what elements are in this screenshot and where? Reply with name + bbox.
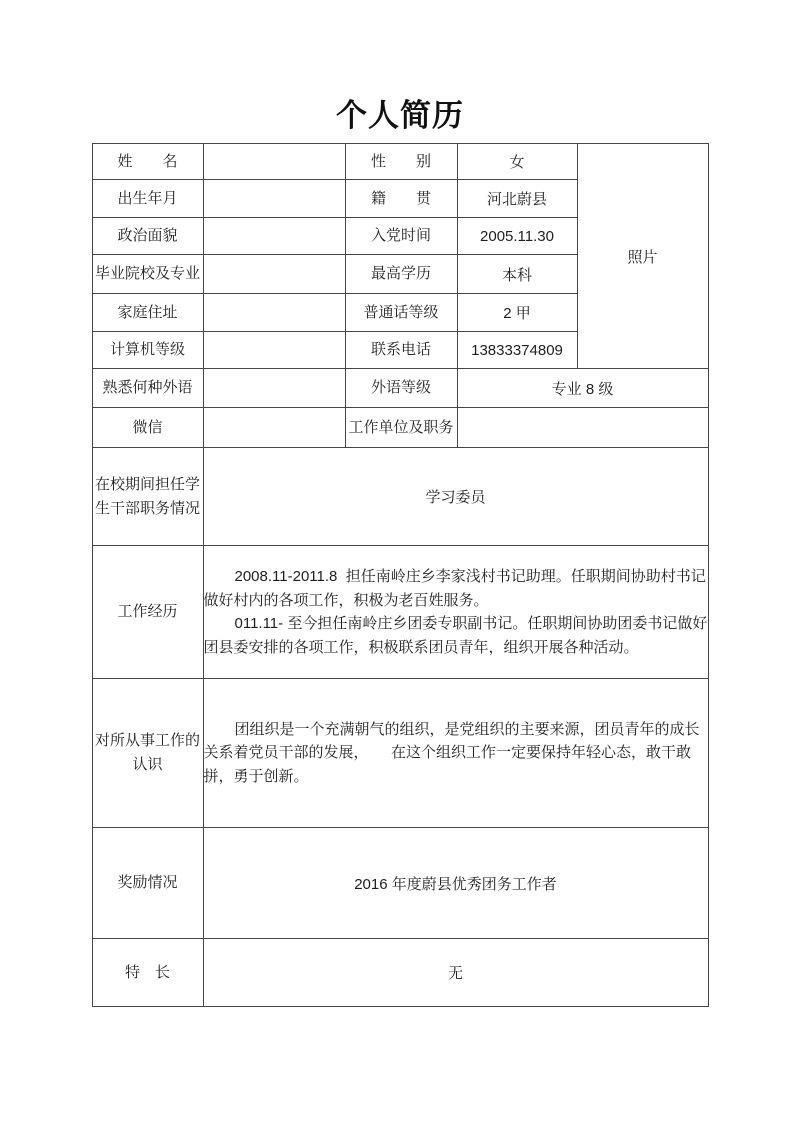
work-experience-label: 工作经历: [92, 546, 203, 679]
specialty-label: 特 长: [92, 939, 203, 1007]
phone-label: 联系电话: [345, 332, 457, 369]
home-address-value-cell: [203, 294, 345, 332]
foreign-language-value-cell: [203, 369, 345, 408]
awards-label: 奖励情况: [92, 828, 203, 939]
mandarin-level-value: 2 甲: [457, 294, 577, 332]
party-join-date-label: 入党时间: [345, 218, 457, 255]
party-join-date-value: 2005.11.30: [457, 218, 577, 255]
work-unit-value-cell: [457, 408, 708, 448]
political-status-label: 政治面貌: [92, 218, 203, 255]
table-row: [92, 369, 708, 408]
awards-value: 2016 年度蔚县优秀团务工作者: [203, 828, 708, 939]
work-understanding-paragraph-1: 团组织是一个充满朝气的组织，是党组织的主要来源，团员青年的成长关系着党员干部的发展， 在这个组织工作一定要保持年轻心态，敢干敢拼，勇于创新。: [203, 720, 700, 785]
work-understanding-label: 对所从事工作的认识: [92, 679, 203, 828]
table-row: [92, 546, 708, 679]
photo-cell: 照片: [577, 144, 708, 369]
work-understanding-content: [203, 679, 708, 828]
table-row: [92, 144, 708, 180]
highest-education-value: 本科: [457, 255, 577, 294]
work-experience-paragraph-1: 2008.11-2011.8 担任南岭庄乡李家浅村书记助理。任职期间协助村书记做好村内的各项工作，积极为老百姓服务。: [203, 568, 706, 609]
resume-table: [92, 143, 709, 1007]
name-label: 姓 名: [92, 144, 203, 180]
table-row: [92, 939, 708, 1007]
gender-label: 性 别: [345, 144, 457, 180]
computer-level-label: 计算机等级: [92, 332, 203, 369]
table-row: [92, 408, 708, 448]
page-title: 个人简历: [336, 98, 464, 133]
work-unit-label: 工作单位及职务: [345, 408, 457, 448]
wechat-value-cell: [203, 408, 345, 448]
computer-level-value-cell: [203, 332, 345, 369]
foreign-language-level-value: 专业 8 级: [457, 369, 708, 408]
birthdate-value-cell: [203, 180, 345, 218]
foreign-language-label: 熟悉何种外语: [92, 369, 203, 408]
gender-value: 女: [457, 144, 577, 180]
student-cadre-value: 学习委员: [203, 448, 708, 546]
home-address-label: 家庭住址: [92, 294, 203, 332]
specialty-value: 无: [203, 939, 708, 1007]
foreign-language-level-label: 外语等级: [345, 369, 457, 408]
political-status-value-cell: [203, 218, 345, 255]
work-experience-content: [203, 546, 708, 679]
highest-education-label: 最高学历: [345, 255, 457, 294]
school-major-label: 毕业院校及专业: [92, 255, 203, 294]
native-place-value: 河北蔚县: [457, 180, 577, 218]
table-row: [92, 679, 708, 828]
phone-value: 13833374809: [457, 332, 577, 369]
wechat-label: 微信: [92, 408, 203, 448]
table-row: [92, 448, 708, 546]
mandarin-level-label: 普通话等级: [345, 294, 457, 332]
native-place-label: 籍 贯: [345, 180, 457, 218]
birthdate-label: 出生年月: [92, 180, 203, 218]
student-cadre-label: 在校期间担任学生干部职务情况: [92, 448, 203, 546]
name-value-cell: [203, 144, 345, 180]
school-major-value-cell: [203, 255, 345, 294]
table-row: [92, 828, 708, 939]
work-experience-paragraph-2: 011.11- 至今担任南岭庄乡团委专职副书记。任职期间协助团委书记做好团县委安排的各项工作，积极联系团员青年，组织开展各种活动。: [203, 615, 708, 656]
